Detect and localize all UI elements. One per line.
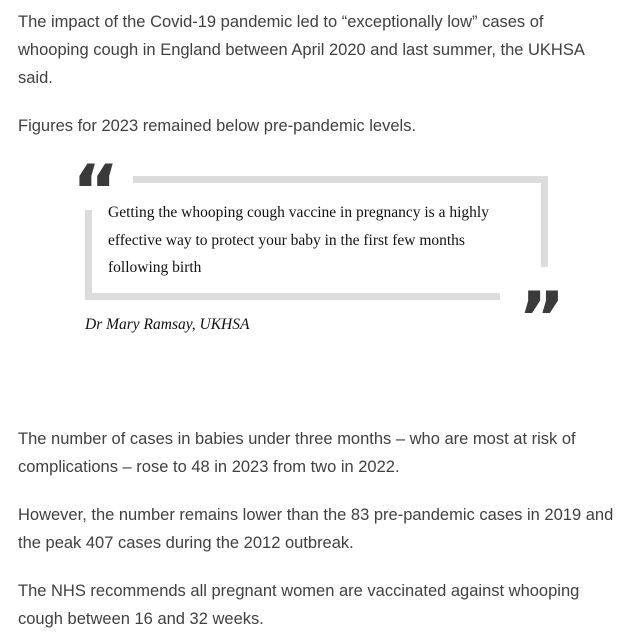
- paragraph-2023-figures: Figures for 2023 remained below pre-pandemic levels.: [18, 117, 417, 135]
- quote-frame-bottom: [85, 293, 500, 300]
- paragraph-baby-cases: The number of cases in babies under three months – who are most at risk of complications – rose to 48 in 2023 from two in 2022.: [18, 430, 576, 476]
- open-quote-icon: “: [72, 149, 120, 233]
- quote-attribution: Dr Mary Ramsay, UKHSA: [85, 316, 250, 333]
- paragraph-covid-impact: The impact of the Covid-19 pandemic led to “exceptionally low” cases of whooping cough in England between April 2020 and last summer, the UKHSA said.: [18, 13, 584, 87]
- paragraph-pre-pandemic: However, the number remains lower than the 83 pre-pandemic cases in 2019 and the peak 407 cases during the 2012 outbreak.: [18, 506, 614, 552]
- quote-frame-top: [133, 176, 548, 183]
- quote-frame-right: [541, 176, 548, 267]
- paragraph-nhs-recommendation: The NHS recommends all pregnant women are vaccinated against whooping cough between 16 and 32 weeks.: [18, 582, 580, 628]
- close-quote-icon: ”: [518, 276, 566, 360]
- quote-text: Getting the whooping cough vaccine in pregnancy is a highly effective way to protect your baby in the first few months following birth: [108, 204, 489, 276]
